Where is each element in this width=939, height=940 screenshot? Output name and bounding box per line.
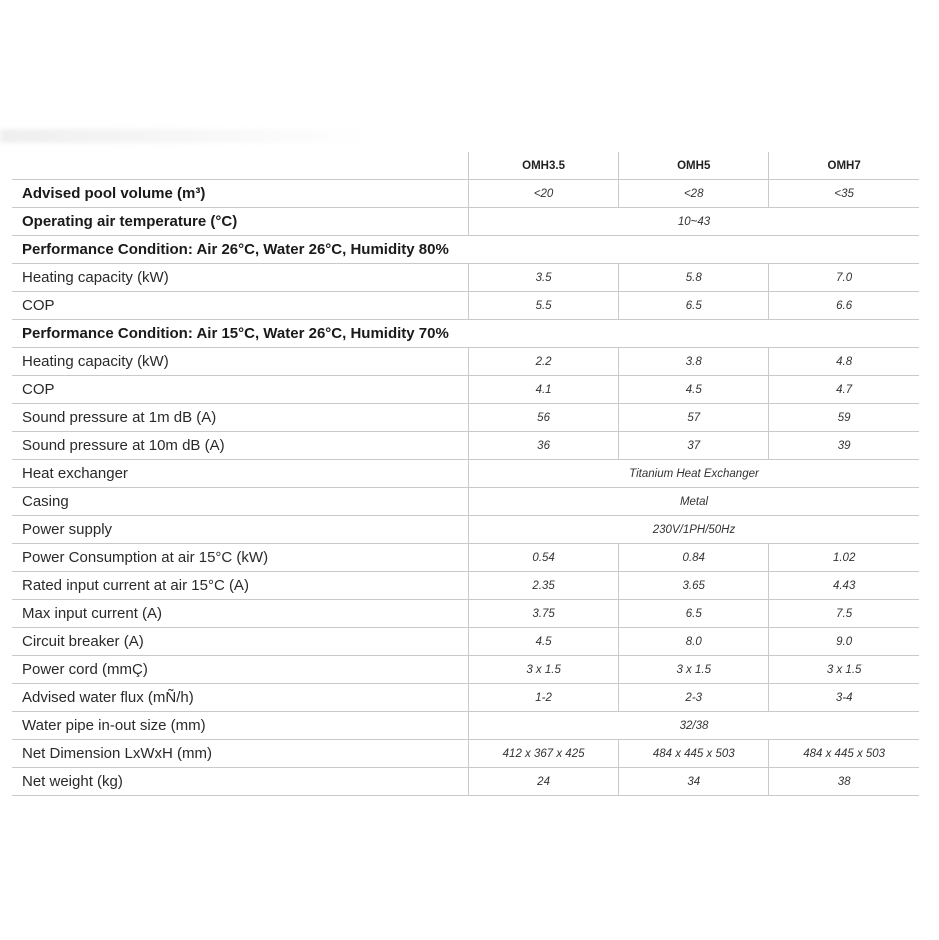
spec-label: Water pipe in-out size (mm) [12, 712, 469, 740]
spec-table [12, 152, 919, 796]
spec-row [12, 572, 919, 600]
spec-label: COP [12, 292, 469, 320]
spec-value: 4.5 [619, 376, 769, 404]
spec-row [12, 768, 919, 796]
spec-value: 7.5 [769, 600, 919, 628]
spec-value: 3.65 [619, 572, 769, 600]
spec-label: Power Consumption at air 15°C (kW) [12, 544, 469, 572]
spec-label: Net Dimension LxWxH (mm) [12, 740, 469, 768]
spec-label: Sound pressure at 10m dB (A) [12, 432, 469, 460]
spec-table-body [12, 180, 919, 796]
spec-value: <20 [469, 180, 619, 208]
spec-value: 0.54 [469, 544, 619, 572]
header-blank-cell [12, 152, 469, 180]
spec-value: 6.6 [769, 292, 919, 320]
spec-value: <35 [769, 180, 919, 208]
empty-cell [769, 320, 919, 348]
spec-label: Max input current (A) [12, 600, 469, 628]
decorative-fade-bar [0, 129, 370, 143]
spec-row [12, 292, 919, 320]
spec-value: 8.0 [619, 628, 769, 656]
spec-label: Power cord (mmÇ) [12, 656, 469, 684]
spec-label: Casing [12, 488, 469, 516]
spec-row [12, 208, 919, 236]
spec-row [12, 264, 919, 292]
section-heading-row [12, 320, 919, 348]
spec-value: 2.35 [469, 572, 619, 600]
spec-value: 6.5 [619, 600, 769, 628]
spec-value: 4.1 [469, 376, 619, 404]
empty-cell [469, 320, 619, 348]
spec-value: 412 x 367 x 425 [469, 740, 619, 768]
spec-value: 4.5 [469, 628, 619, 656]
spec-value: 5.5 [469, 292, 619, 320]
model-header: OMH7 [769, 152, 919, 180]
spec-value: 37 [619, 432, 769, 460]
spec-value: 59 [769, 404, 919, 432]
spec-label: Heat exchanger [12, 460, 469, 488]
spec-label: Rated input current at air 15°C (A) [12, 572, 469, 600]
spec-value: 4.43 [769, 572, 919, 600]
spec-value: 57 [619, 404, 769, 432]
spec-row [12, 432, 919, 460]
empty-cell [469, 236, 619, 264]
model-header: OMH3.5 [469, 152, 619, 180]
spec-value: 24 [469, 768, 619, 796]
spec-value: 9.0 [769, 628, 919, 656]
spec-value: 484 x 445 x 503 [619, 740, 769, 768]
spec-row [12, 404, 919, 432]
spec-value: 3.75 [469, 600, 619, 628]
spec-row [12, 656, 919, 684]
section-heading: Performance Condition: Air 26°C, Water 26°C, Humidity 80% [12, 236, 469, 264]
spec-label: COP [12, 376, 469, 404]
header-row [12, 152, 919, 180]
spec-value: 3-4 [769, 684, 919, 712]
spec-row [12, 180, 919, 208]
spec-label: Circuit breaker (A) [12, 628, 469, 656]
spec-label: Operating air temperature (°C) [12, 208, 469, 236]
spec-value: 1-2 [469, 684, 619, 712]
spec-label: Advised pool volume (m³) [12, 180, 469, 208]
spec-label: Sound pressure at 1m dB (A) [12, 404, 469, 432]
spec-label: Heating capacity (kW) [12, 348, 469, 376]
spec-value: 3.5 [469, 264, 619, 292]
spec-row [12, 600, 919, 628]
spec-value: 2-3 [619, 684, 769, 712]
empty-cell [619, 236, 769, 264]
spec-value: 484 x 445 x 503 [769, 740, 919, 768]
spec-row [12, 544, 919, 572]
empty-cell [619, 320, 769, 348]
spec-value: 5.8 [619, 264, 769, 292]
spec-row [12, 460, 919, 488]
spec-value: 3.8 [619, 348, 769, 376]
spec-value: 36 [469, 432, 619, 460]
spec-label: Heating capacity (kW) [12, 264, 469, 292]
spec-value-shared: Titanium Heat Exchanger [469, 460, 920, 488]
spec-value: 39 [769, 432, 919, 460]
spec-value: 7.0 [769, 264, 919, 292]
spec-row [12, 628, 919, 656]
spec-value: 3 x 1.5 [619, 656, 769, 684]
spec-row [12, 348, 919, 376]
spec-value-shared: 32/38 [469, 712, 920, 740]
spec-row [12, 684, 919, 712]
section-heading-row [12, 236, 919, 264]
spec-value: 2.2 [469, 348, 619, 376]
spec-value: 3 x 1.5 [769, 656, 919, 684]
spec-label: Net weight (kg) [12, 768, 469, 796]
spec-row [12, 376, 919, 404]
spec-label: Advised water flux (mÑ/h) [12, 684, 469, 712]
spec-value: 56 [469, 404, 619, 432]
spec-row [12, 516, 919, 544]
spec-value: 38 [769, 768, 919, 796]
spec-value: 1.02 [769, 544, 919, 572]
spec-row [12, 488, 919, 516]
spec-value: 34 [619, 768, 769, 796]
spec-value: 3 x 1.5 [469, 656, 619, 684]
empty-cell [769, 236, 919, 264]
spec-value-shared: 10~43 [469, 208, 920, 236]
spec-value-shared: Metal [469, 488, 920, 516]
spec-row [12, 712, 919, 740]
spec-row [12, 740, 919, 768]
spec-value: 0.84 [619, 544, 769, 572]
spec-label: Power supply [12, 516, 469, 544]
spec-value: 4.8 [769, 348, 919, 376]
spec-value: <28 [619, 180, 769, 208]
spec-value: 4.7 [769, 376, 919, 404]
model-header: OMH5 [619, 152, 769, 180]
section-heading: Performance Condition: Air 15°C, Water 26°C, Humidity 70% [12, 320, 469, 348]
spec-value-shared: 230V/1PH/50Hz [469, 516, 920, 544]
spec-value: 6.5 [619, 292, 769, 320]
